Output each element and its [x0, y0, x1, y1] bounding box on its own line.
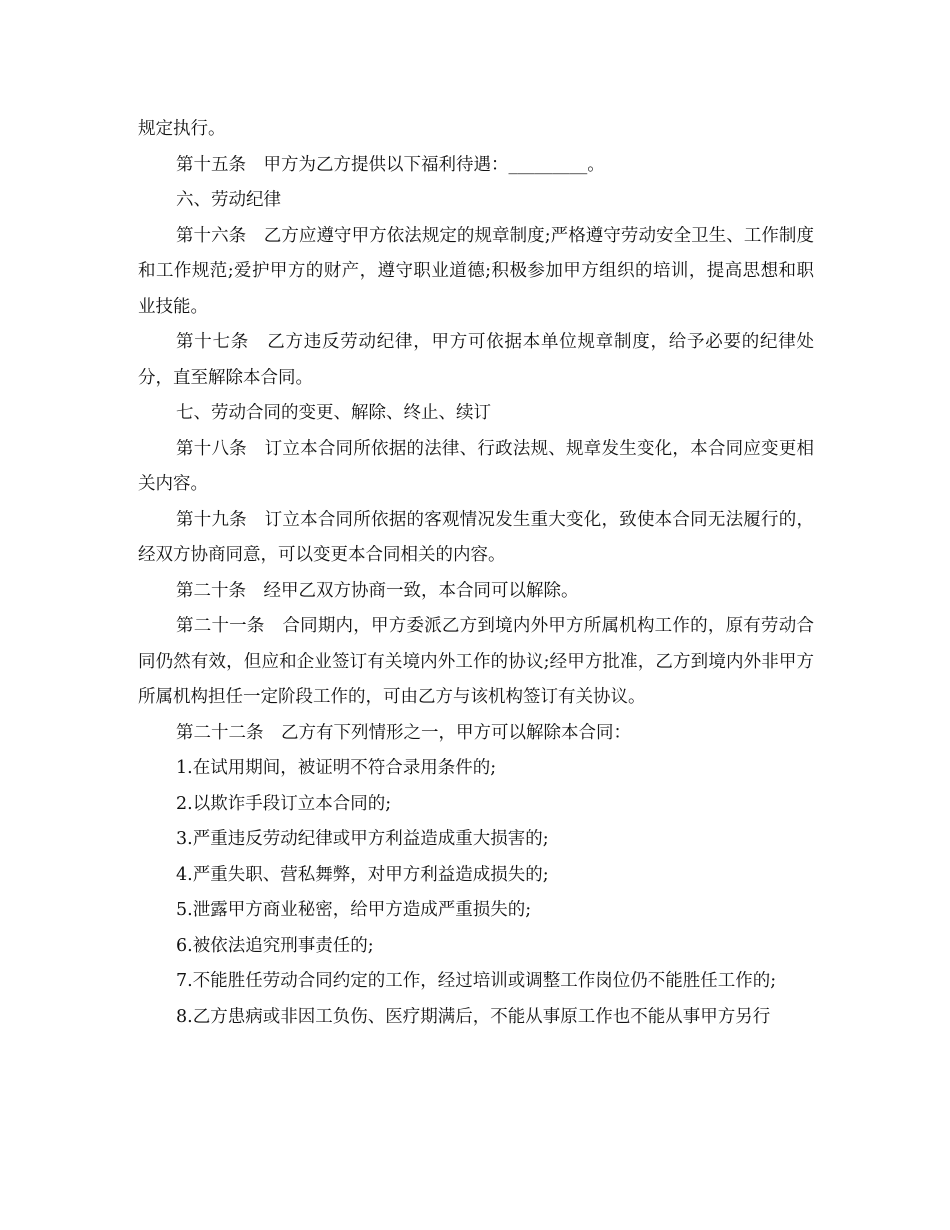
list-item-2: 2.以欺诈手段订立本合同的; [176, 793, 392, 814]
list-item-3: 3.严重违反劳动纪律或甲方利益造成重大损害的; [176, 829, 549, 849]
paragraph-continuation: 规定执行。 [138, 119, 226, 139]
list-item-8: 8.乙方患病或非因工负伤、医疗期满后，不能从事原工作也不能从事甲方另行 [176, 1006, 771, 1027]
list-item-5: 5.泄露甲方商业秘密，给甲方造成严重损失的; [176, 900, 532, 920]
list-item-7: 7.不能胜任劳动合同约定的工作，经过培训或调整工作岗位仍不能胜任工作的; [176, 971, 777, 991]
article-21: 第二十一条 合同期内，甲方委派乙方到境内外甲方所属机构工作的，原有劳动合同仍然有效，但应和企业签订有关境内外工作的协议;经甲方批准，乙方到境内外非甲方所属机构担任一定阶段工作的，可由乙方与该机构签订有关协议。 [138, 616, 814, 707]
article-17: 第十七条 乙方违反劳动纪律，甲方可依据本单位规章制度，给予必要的纪律处分，直至解除本合同。 [138, 332, 814, 388]
list-item-4: 4.严重失职、营私舞弊，对甲方利益造成损失的; [176, 864, 549, 885]
list-item-1: 1.在试用期间，被证明不符合录用条件的; [176, 758, 497, 778]
article-18: 第十八条 订立本合同所依据的法律、行政法规、规章发生变化，本合同应变更相关内容。 [138, 438, 814, 494]
section-heading-contract-changes: 七、劳动合同的变更、解除、终止、续订 [176, 403, 491, 423]
article-16: 第十六条 乙方应遵守甲方依法规定的规章制度;严格遵守劳动安全卫生、工作制度和工作规范;爱护甲方的财产，遵守职业道德;积极参加甲方组织的培训，提高思想和职业技能。 [138, 225, 814, 317]
document-body [138, 112, 814, 1035]
article-22: 第二十二条 乙方有下列情形之一，甲方可以解除本合同： [176, 722, 631, 743]
article-19: 第十九条 订立本合同所依据的客观情况发生重大变化，致使本合同无法履行的，经双方协商同意，可以变更本合同相关的内容。 [138, 509, 814, 565]
section-heading-labor-discipline: 六、劳动纪律 [176, 190, 281, 210]
list-item-6: 6.被依法追究刑事责任的; [176, 935, 374, 956]
article-15: 第十五条 甲方为乙方提供以下福利待遇：_________。 [176, 154, 605, 175]
article-20: 第二十条 经甲乙双方协商一致，本合同可以解除。 [176, 580, 579, 601]
